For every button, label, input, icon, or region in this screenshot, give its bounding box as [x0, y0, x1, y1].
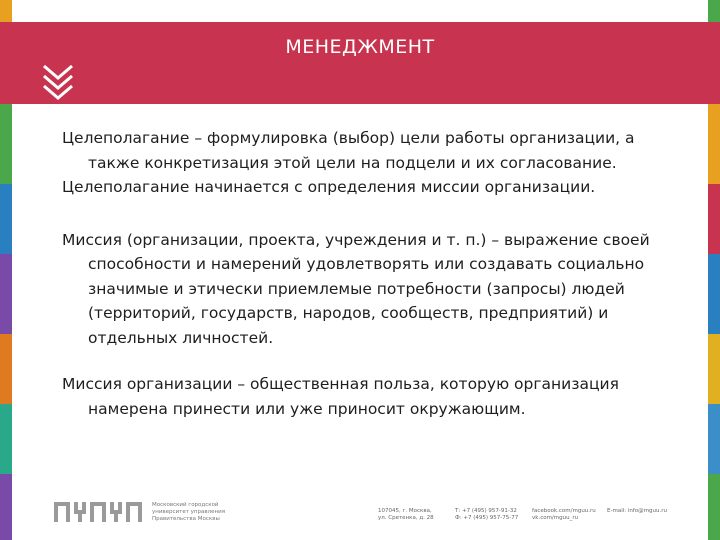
term-goal-setting: Целеполагание [62, 129, 190, 147]
term-mission: Миссия (организации, проекта, учреждения [62, 230, 427, 249]
footer-address: 107045, г. Москва, ул. Сретенка, д. 28 [378, 508, 434, 521]
definition-goal-setting: – формулировка (выбор) цели работы организации, а также конкретизация этой цели на подцели и их согласование. [88, 129, 635, 172]
definition-mission: и т. п.) – выражение своей способности и намерений удовлетворять или создавать социально значимые и этически приемлемые потребности (запросы) людей (территорий, государств, народов, сообществ, предприятий) и отдельных личностей. [88, 230, 650, 347]
paragraph-goal-setting-start: Целеполагание начинается с определения миссии организации. [62, 178, 596, 196]
paragraph-mission [62, 228, 672, 351]
page-title: МЕНЕДЖМЕНТ [285, 36, 435, 58]
paragraph-goal-setting [62, 126, 672, 175]
footer-org-name: Московский городской университет управления Правительства Москвы [152, 502, 226, 522]
university-logo [54, 500, 146, 524]
paragraph-org-mission: Миссия организации – общественная польза, которую организация намерена принести или уже приносит окружающим. [62, 375, 619, 418]
footer [0, 490, 720, 540]
header-bar [0, 22, 720, 104]
chevron-down-icon [38, 62, 78, 102]
main-content [62, 126, 672, 421]
footer-social: facebook.com/mguu.ru vk.com/mguu_ru [532, 508, 596, 521]
footer-email: E-mail: info@mguu.ru [607, 508, 667, 514]
footer-phones: Т: +7 (495) 957-91-32 Ф: +7 (495) 957-75-77 [455, 508, 519, 521]
